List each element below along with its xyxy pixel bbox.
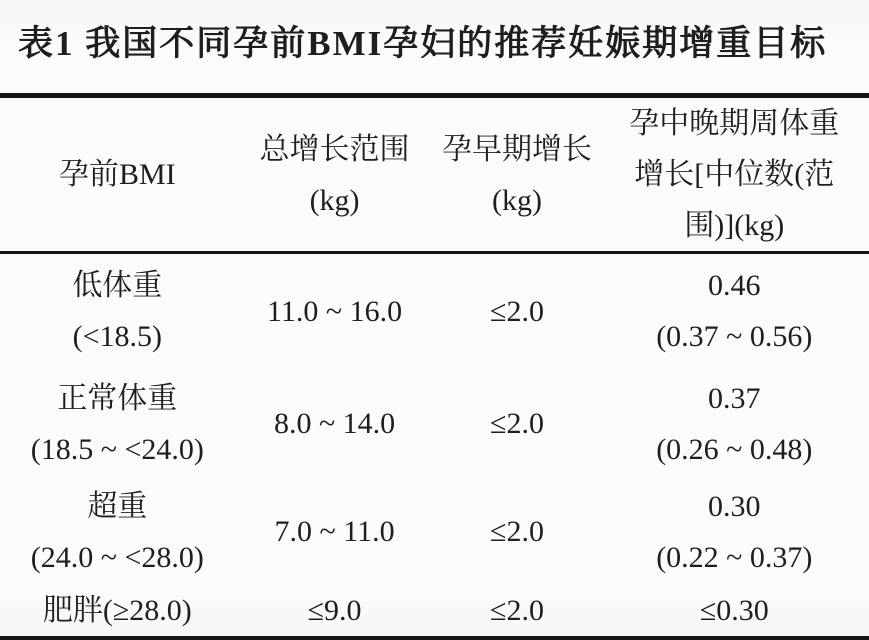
cell-first-trimester-gain bbox=[434, 253, 599, 369]
weekly-gain-range: (0.22 ~ 0.37) bbox=[656, 540, 813, 574]
col-header-weekly-gain bbox=[600, 96, 869, 253]
weekly-gain-range: (0.26 ~ 0.48) bbox=[656, 432, 813, 466]
cell-category bbox=[0, 253, 235, 369]
cell-total-gain bbox=[235, 479, 435, 585]
bmi-category-range: (24.0 ~ <28.0) bbox=[30, 540, 204, 574]
col-header-label: 孕前BMI bbox=[58, 158, 176, 191]
header-row bbox=[0, 96, 869, 253]
table-row-normal-weight bbox=[0, 369, 869, 479]
weekly-gain-median: 0.37 bbox=[708, 381, 761, 415]
table-row-obese bbox=[0, 585, 869, 639]
table-row-overweight bbox=[0, 479, 869, 585]
first-trimester-gain-value: ≤2.0 bbox=[490, 294, 545, 328]
table-row-underweight bbox=[0, 253, 869, 369]
col-header-pre-bmi bbox=[0, 96, 235, 253]
cell-total-gain bbox=[235, 585, 435, 639]
bmi-category: 超重 bbox=[87, 489, 148, 523]
weekly-gain-median: 0.30 bbox=[708, 489, 761, 523]
total-gain-value: 11.0 ~ 16.0 bbox=[266, 294, 403, 328]
cell-first-trimester-gain bbox=[434, 479, 599, 585]
first-trimester-gain-value: ≤2.0 bbox=[490, 407, 545, 440]
bmi-category: 肥胖(≥28.0) bbox=[42, 593, 192, 627]
cell-category bbox=[0, 479, 235, 585]
cell-weekly-gain bbox=[600, 585, 869, 639]
first-trimester-gain-value: ≤2.0 bbox=[490, 515, 545, 548]
bmi-category-range: (18.5 ~ <24.0) bbox=[30, 432, 204, 466]
col-header-label: 孕中晚期周体重增长[中位数(范围)](kg) bbox=[629, 107, 840, 242]
col-header-label: 总增长范围 bbox=[259, 132, 410, 166]
cell-weekly-gain bbox=[600, 253, 869, 369]
weekly-gain-range: (0.37 ~ 0.56) bbox=[656, 320, 813, 354]
total-gain-value: ≤9.0 bbox=[307, 593, 362, 627]
weekly-gain-median: ≤0.30 bbox=[699, 593, 769, 627]
weekly-gain-median: 0.46 bbox=[708, 269, 761, 303]
cell-weekly-gain bbox=[600, 479, 869, 585]
table-header bbox=[0, 96, 869, 253]
table-title: 表1 我国不同孕前BMI孕妇的推荐妊娠期增重目标 bbox=[18, 24, 828, 63]
total-gain-value: 7.0 ~ 11.0 bbox=[274, 515, 395, 548]
bmi-category: 低体重 bbox=[72, 269, 163, 303]
table-body bbox=[0, 253, 869, 639]
cell-weekly-gain bbox=[600, 369, 869, 479]
cell-total-gain bbox=[235, 369, 435, 479]
cell-first-trimester-gain bbox=[434, 369, 599, 479]
bmi-weight-gain-table bbox=[0, 93, 869, 640]
cell-total-gain bbox=[235, 253, 435, 369]
col-header-unit: (kg) bbox=[309, 183, 360, 217]
total-gain-value: 8.0 ~ 14.0 bbox=[273, 407, 396, 440]
cell-category bbox=[0, 585, 235, 639]
col-header-label: 孕早期增长 bbox=[442, 132, 593, 166]
bmi-category: 正常体重 bbox=[57, 381, 178, 415]
col-header-unit: (kg) bbox=[492, 183, 543, 217]
col-header-total-gain bbox=[235, 96, 435, 253]
bmi-category-range: (<18.5) bbox=[72, 320, 163, 354]
col-header-first-trimester-gain bbox=[434, 96, 599, 253]
cell-first-trimester-gain bbox=[434, 585, 599, 639]
cell-category bbox=[0, 369, 235, 479]
first-trimester-gain-value: ≤2.0 bbox=[490, 593, 545, 627]
